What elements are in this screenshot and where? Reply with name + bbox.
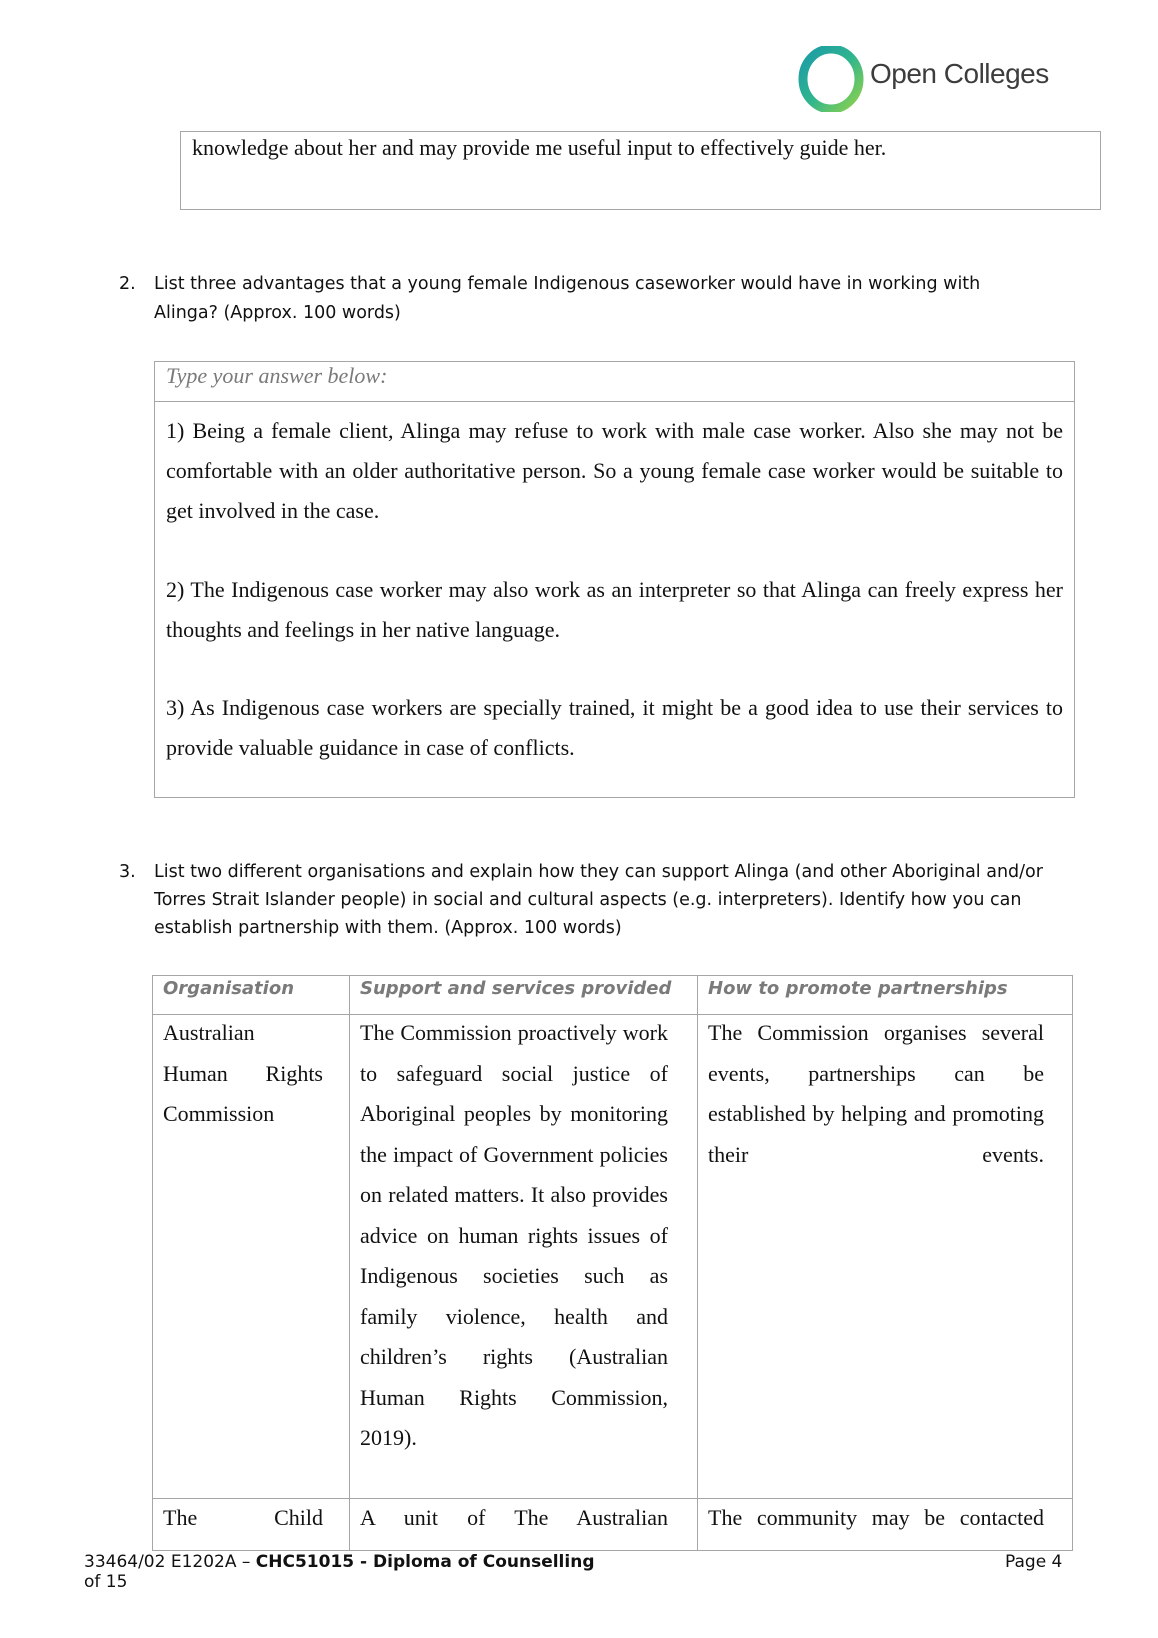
footer-page-number: Page 4 [1005, 1552, 1063, 1572]
open-colleges-ring-icon [798, 46, 864, 112]
table-header-partnerships: How to promote partnerships [708, 978, 1008, 999]
answer-prompt: Type your answer below: [166, 363, 388, 388]
question-text-line2: Torres Strait Islander people) in social and cultural aspects (e.g. interpreters). Identify how you can [154, 890, 1022, 910]
footer-code: 33464/02 E1202A – [84, 1552, 251, 1572]
answer-paragraph-1: 1) Being a female client, Alinga may refuse to work with male case worker. Also she may not be comfortable with an older authoritative person. So a young female case worker would be suitable to get involved in the case. [166, 418, 1063, 523]
table-cell-partnership: The Commission organises several events, partnerships can be established by helping and promoting their events. [708, 1020, 1044, 1167]
footer-course: CHC51015 - Diploma of Counselling [255, 1552, 595, 1572]
answer-prompt-header [155, 362, 1074, 402]
organisations-table [152, 975, 1073, 1551]
brand-name: Open Colleges [870, 58, 1049, 89]
question-text-line1: List three advantages that a young female Indigenous caseworker would have in working with [154, 274, 981, 294]
table-cell-support: A unit of The Australian [360, 1505, 668, 1530]
column-divider [349, 976, 350, 1550]
question-3 [119, 858, 1079, 944]
question-text-line2: Alinga? (Approx. 100 words) [154, 303, 401, 323]
column-divider [697, 976, 698, 1550]
footer-page-total: of 15 [84, 1572, 128, 1592]
table-cell-organisation: The Child [163, 1505, 323, 1530]
continuation-text: knowledge about her and may provide me useful input to effectively guide her. [192, 135, 887, 160]
footer-course-line [84, 1552, 595, 1572]
open-colleges-logo [798, 46, 1048, 116]
answer-paragraph-2: 2) The Indigenous case worker may also work as an interpreter so that Alinga can freely express her thoughts and feelings in her native language. [166, 577, 1063, 642]
table-header-organisation: Organisation [163, 978, 295, 999]
question-text-line3: establish partnership with them. (Approx. 100 words) [154, 918, 622, 938]
question-text-line1: List two different organisations and explain how they can support Alinga (and other Aboriginal and/or [154, 862, 1043, 882]
question-number: 2. [119, 274, 136, 294]
answer-box-q2[interactable] [154, 361, 1075, 798]
table-cell-partnership: The community may be contacted [708, 1505, 1044, 1530]
question-number: 3. [119, 862, 136, 882]
table-header-support: Support and services provided [360, 978, 672, 999]
table-cell-support: The Commission proactively work to safeguard social justice of Aboriginal peoples by monitoring the impact of Government policies on related matters. It also provides advice on human rights issues of Indigenous societies such as family violence, health and children’s rights (Australian Human Rights Commission, 2019). [360, 1020, 668, 1450]
answer-paragraph-3: 3) As Indigenous case workers are specially trained, it might be a good idea to use their services to provide valuable guidance in case of conflicts. [166, 695, 1063, 760]
question-2 [119, 270, 1019, 330]
table-cell-organisation: Australian Human Rights Commission [163, 1020, 323, 1126]
continuation-answer-box [180, 131, 1101, 210]
